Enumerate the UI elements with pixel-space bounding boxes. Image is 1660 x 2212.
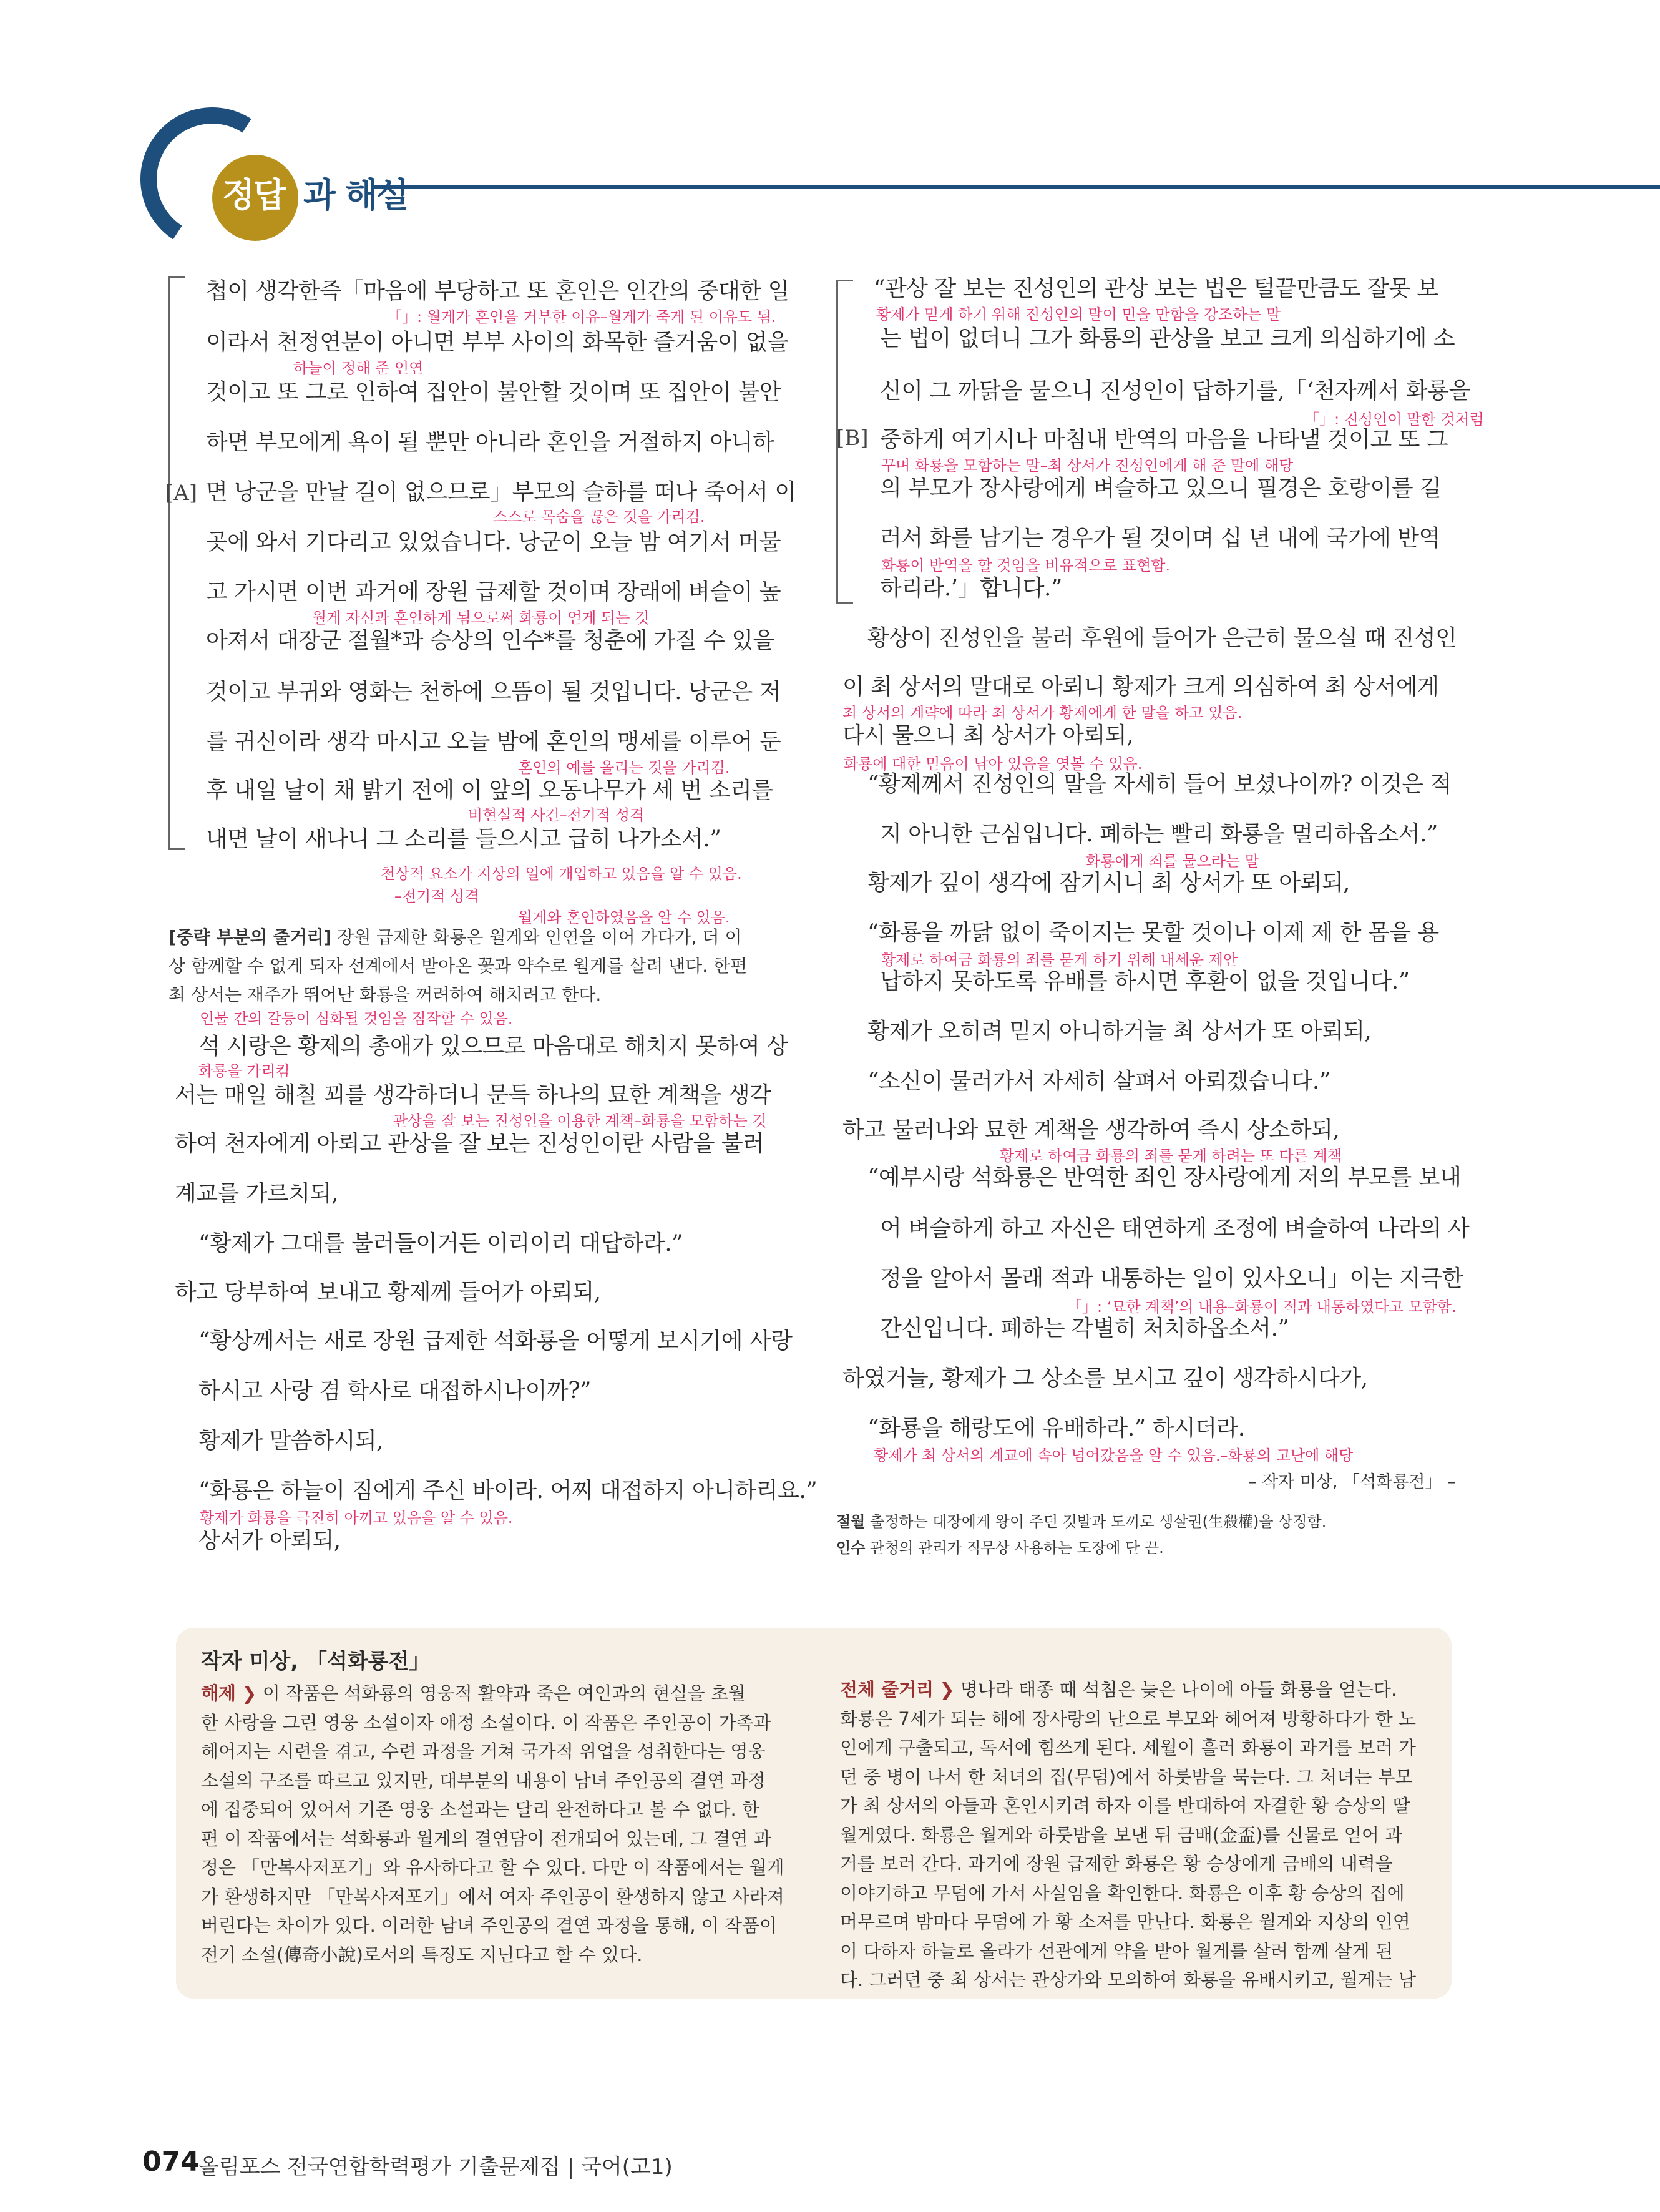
annotation: 화룡이 반역을 할 것임을 비유적으로 표현함. [881,557,1171,574]
right-line: 하였거늘, 황제가 그 상소를 보시고 깊이 생각하시다가, [842,1366,1368,1391]
right-line: “소신이 물러가서 자세히 살펴서 아뢰겠습니다.” [867,1069,1330,1094]
left-line: “황상께서는 새로 장원 급제한 석화룡을 어떻게 보시기에 사랑 [198,1328,793,1354]
box-line: 정은 「만복사저포기」와 유사하다고 할 수 있다. 다만 이 작품에서는 월게 [201,1857,784,1878]
box-line: 전기 소설(傳奇小說)로서의 특징도 지닌다고 할 수 있다. [201,1944,643,1965]
box-line: 이 다하자 하늘로 올라가 선관에게 약을 받아 월게를 살려 함께 살게 된 [840,1940,1393,1962]
annotation: 화룡에 대한 믿음이 남아 있음을 엿볼 수 있음. [844,755,1143,773]
left-line: 이라서 천정연분이 아니면 부부 사이의 화목한 즐거움이 없을 [206,330,789,355]
box-line: 한 사랑을 그린 영웅 소설이자 애정 소설이다. 이 작품은 주인공이 가족과 [201,1711,771,1733]
box-line: 월게였다. 화룡은 월게와 하룻밤을 보낸 뒤 금배(金盃)를 신물로 얻어 과 [840,1824,1403,1846]
annotation: 관상을 잘 보는 진성인을 이용한 계책–화룡을 모함하는 것 [393,1112,767,1130]
box-text: 명나라 태종 때 석침은 늦은 나이에 아들 화룡을 얻는다. [960,1679,1397,1700]
box-line: 화룡은 7세가 되는 해에 장사랑의 난으로 부모와 헤어져 방황하다가 한 노 [840,1708,1417,1730]
annotation: 월게 자신과 혼인하게 됨으로써 화룡이 얻게 되는 것 [312,609,650,627]
summary-line: 상 함께할 수 없게 되자 선계에서 받아온 꽃과 약수로 월게를 살려 낸다. 한편 [168,956,748,976]
left-line: 하고 당부하여 보내고 황제께 들어가 아뢰되, [175,1280,601,1305]
box-label-haeje: 해제 [201,1683,237,1704]
left-line: 고 가시면 이번 과거에 장원 급제할 것이며 장래에 벼슬이 높 [206,579,781,605]
chevron-right-icon: ❯ [242,1683,257,1704]
right-line: 정을 알아서 몰래 적과 내통하는 일이 있사오니」이는 지극한 [880,1266,1463,1291]
left-line: 하시고 사랑 겸 학사로 대접하시나이까?” [198,1378,591,1404]
summary-line: 최 상서는 재주가 뛰어난 화룡을 꺼려하여 해치려고 한다. [168,984,602,1005]
right-line: 하고 물러나와 묘한 계책을 생각하여 즉시 상소하되, [842,1117,1340,1143]
left-line: 황제가 말씀하시되, [198,1428,384,1454]
annotation: 황제가 화룡을 극진히 아끼고 있음을 알 수 있음. [200,1509,513,1527]
box-right-column [840,1675,1439,1995]
passage-a-tag: [A] [165,481,198,506]
footnote-text: 출정하는 대장에게 왕이 주던 깃발과 도끼로 생살권(生殺權)을 상징함. [870,1513,1327,1530]
box-text: 이 작품은 석화룡의 영웅적 활약과 죽은 여인과의 현실을 초월 [262,1683,746,1704]
right-line: 이 최 상서의 말대로 아뢰니 황제가 크게 의심하여 최 상서에게 [842,674,1439,700]
annotation: 천상적 요소가 지상의 일에 개입하고 있음을 알 수 있음. [381,865,742,883]
right-line: 납하지 못하도록 유배를 하시면 후환이 없을 것입니다.” [880,969,1410,994]
passage-b-tag: [B] [836,426,869,451]
right-line: “황제께서 진성인의 말을 자세히 들어 보셨나이까? 이것은 적 [867,771,1452,797]
box-line: 거를 보러 간다. 과거에 장원 급제한 화룡은 황 승상에게 금배의 내력을 [840,1853,1393,1874]
annotation: 황제로 하여금 화룡의 죄를 묻게 하려는 또 다른 계책 [1000,1147,1342,1165]
left-line: 것이고 또 그로 인하여 집안이 불안할 것이며 또 집안이 불안 [206,379,781,405]
annotation: 스스로 목숨을 끊은 것을 가리킴. [493,508,705,526]
box-line: 버린다는 차이가 있다. 이러한 남녀 주인공의 결연 과정을 통해, 이 작품이 [201,1915,778,1936]
box-line: 던 중 병이 나서 한 처녀의 집(무덤)에서 하룻밤을 묵는다. 그 처녀는 부모 [840,1766,1413,1788]
annotation: 황제가 최 상서의 계교에 속아 넘어갔음을 알 수 있음.–화룡의 고난에 해당 [874,1447,1354,1464]
left-line: “화룡은 하늘이 짐에게 주신 바이라. 어찌 대접하지 아니하리요.” [198,1478,818,1504]
box-line: 헤어지는 시련을 겪고, 수련 과정을 거쳐 국가적 위업을 성취한다는 영웅 [201,1741,766,1762]
box-line: 소설의 구조를 따르고 있지만, 대부분의 내용이 남녀 주인공의 결연 과정 [201,1769,766,1791]
annotation: 하늘이 정해 준 인연 [293,360,424,377]
annotation: 황제가 믿게 하기 위해 진성인의 말이 민을 만함을 강조하는 말 [876,306,1281,323]
right-line: “화룡을 까닭 없이 죽이지는 못할 것이나 이제 제 한 몸을 용 [867,920,1439,946]
work-info-box [176,1628,1452,1999]
right-line: “화룡을 해랑도에 유배하라.” 하시더라. [867,1416,1245,1441]
left-line: 상서가 아뢰되, [198,1528,341,1554]
right-line: 황제가 오히려 믿지 아니하거늘 최 상서가 또 아뢰되, [867,1019,1372,1044]
left-line: 것이고 부귀와 영화는 천하에 으뜸이 될 것입니다. 낭군은 저 [206,679,781,705]
left-line: 서는 매일 해칠 꾀를 생각하더니 문득 하나의 묘한 계책을 생각 [175,1082,771,1108]
right-line: “예부시랑 석화룡은 반역한 죄인 장사랑에게 저의 부모를 보내 [867,1165,1462,1190]
left-line: 석 시랑은 황제의 총애가 있으므로 마음대로 해치지 못하여 상 [198,1034,788,1059]
right-line: 하리라.’」합니다.” [880,575,1062,601]
left-line: 첩이 생각한즉「마음에 부당하고 또 혼인은 인간의 중대한 일 [206,278,789,304]
summary-text: 장원 급제한 화룡은 월게와 인연을 이어 가다가, 더 이 [331,927,742,947]
annotation: 「」: 진성인이 말한 것처럼 [1304,411,1484,428]
left-line: 곳에 와서 기다리고 있었습니다. 낭군이 오늘 밤 여기서 머물 [206,529,781,555]
right-line: 지 아니한 근심입니다. 폐하는 빨리 화룡을 멀리하옵소서.” [880,821,1438,847]
right-line: 다시 물으니 최 상서가 아뢰되, [842,723,1134,748]
summary-line [168,924,742,949]
box-line: 에 집중되어 있어서 기존 영웅 소설과는 달리 완전하다고 볼 수 없다. 한 [201,1799,760,1820]
box-line [201,1679,788,1708]
left-line: 후 내일 날이 채 밝기 전에 이 앞의 오동나무가 세 번 소리를 [206,778,773,803]
box-line: 인에게 구출되고, 독서에 힘쓰게 된다. 세월이 흘러 화룡이 과거를 보러 가 [840,1737,1417,1758]
footer-text: 올림포스 전국연합학력평가 기출문제집 | 국어(고1) [198,2155,673,2180]
right-line: 간신입니다. 폐하는 각별히 처치하옵소서.” [880,1316,1289,1341]
annotation: 「」: 월게가 혼인을 거부한 이유–월게가 죽게 된 이유도 됨. [387,308,776,326]
left-line: 아져서 대장군 절월*과 승상의 인수*를 청춘에 가질 수 있을 [206,628,774,653]
left-line: 를 귀신이라 생각 마시고 오늘 밤에 혼인의 맹세를 이루어 둔 [206,729,781,755]
box-line [840,1675,1439,1705]
right-line: 황상이 진성인을 불러 후원에 들어가 은근히 물으실 때 진성인 [867,625,1457,651]
right-line: 의 부모가 장사랑에게 벼슬하고 있으니 필경은 호랑이를 길 [880,476,1442,501]
annotation: 화룡에게 죄를 물으라는 말 [1086,853,1259,870]
box-line: 다. 그러던 중 최 상서는 관상가와 모의하여 화룡을 유배시키고, 월게는 남 [840,1969,1417,1990]
footnote-term: 절월 [836,1513,866,1530]
right-line: 황제가 깊이 생각에 잠기시니 최 상서가 또 아뢰되, [867,870,1350,896]
header-title-main: 정답 [222,175,285,215]
left-line: 내면 날이 새나니 그 소리를 들으시고 급히 나가소서.” [206,826,721,852]
annotation: 혼인의 예를 올리는 것을 가리킴. [518,759,730,776]
annotation: 화룡을 가리킴 [198,1062,290,1080]
box-line: 머무르며 밤마다 무덤에 가 황 소저를 만난다. 화룡은 월게와 지상의 인연 [840,1911,1410,1932]
box-line: 이야기하고 무덤에 가서 사실임을 확인한다. 화룡은 이후 황 승상의 집에 [840,1882,1405,1904]
annotation: 비현실적 사건–전기적 성격 [468,806,645,824]
footnote [836,1509,1326,1531]
source-citation: – 작자 미상, 「석화룡전」 – [1248,1472,1456,1492]
box-line: 가 환생하지만 「만복사저포기」에서 여자 주인공이 환생하지 않고 사라져 [201,1886,784,1907]
right-line: 는 법이 없더니 그가 화룡의 관상을 보고 크게 의심하기에 소 [880,326,1455,351]
right-line: 신이 그 까닭을 물으니 진성인이 답하기를,「‘천자께서 화룡을 [880,378,1470,404]
header-rule [374,185,1660,189]
footnote-term: 인수 [836,1539,866,1557]
annotation: 「」: ‘묘한 계책’의 내용–화룡이 적과 내통하였다고 모함함. [1067,1298,1457,1316]
right-line: 중하게 여기시나 마침내 반역의 마음을 나타낼 것이고 또 그 [880,427,1448,453]
page-number: 074 [142,2146,200,2178]
right-line: 러서 화를 남기는 경우가 될 것이며 십 년 내에 국가에 반역 [880,526,1440,551]
header-title-sub: 과 해설 [303,175,408,215]
left-line: 하면 부모에게 욕이 될 뿐만 아니라 혼인을 거절하지 아니하 [206,429,774,455]
annotation: 인물 간의 갈등이 심화될 것임을 짐작할 수 있음. [200,1010,513,1027]
summary-label: [중략 부분의 줄거리] [168,927,332,947]
footnote-text: 관청의 관리가 직무상 사용하는 도장에 단 끈. [870,1539,1164,1557]
annotation: 황제로 하여금 화룡의 죄를 묻게 하기 위해 내세운 제안 [881,951,1238,969]
footnote [836,1535,1164,1557]
right-line: 어 벼슬하게 하고 자신은 태연하게 조정에 벼슬하여 나라의 사 [880,1216,1470,1241]
passage-a-bracket [168,276,170,850]
annotation: 최 상서의 계략에 따라 최 상서가 황제에게 한 말을 하고 있음. [842,704,1243,722]
left-line: “황제가 그대를 불러들이거든 이리이리 대답하라.” [198,1231,683,1256]
annotation: 꾸며 화룡을 모함하는 말–최 상서가 진성인에게 해 준 말에 해당 [881,457,1294,474]
left-line: 하여 천자에게 아뢰고 관상을 잘 보는 진성인이란 사람을 불러 [175,1131,764,1157]
box-title: 작자 미상, 「석화룡전」 [201,1649,431,1674]
annotation: 월게와 혼인하였음을 알 수 있음. [518,909,730,926]
box-line: 편 이 작품에서는 석화룡과 월게의 결연담이 전개되어 있는데, 그 결연 과 [201,1828,771,1849]
box-line: 가 최 상서의 아들과 혼인시키려 하자 이를 반대하여 자결한 황 승상의 딸 [840,1795,1410,1816]
chevron-right-icon: ❯ [939,1679,955,1700]
box-label-plot: 전체 줄거리 [840,1679,934,1700]
left-line: 계교를 가르치되, [175,1181,338,1206]
box-left-column [201,1679,788,1969]
left-line: 면 낭군을 만날 길이 없으므로」부모의 슬하를 떠나 죽어서 이 [206,479,796,505]
right-line: “관상 잘 보는 진성인의 관상 보는 법은 털끝만큼도 잘못 보 [874,276,1438,301]
annotation: –전기적 성격 [394,888,479,905]
